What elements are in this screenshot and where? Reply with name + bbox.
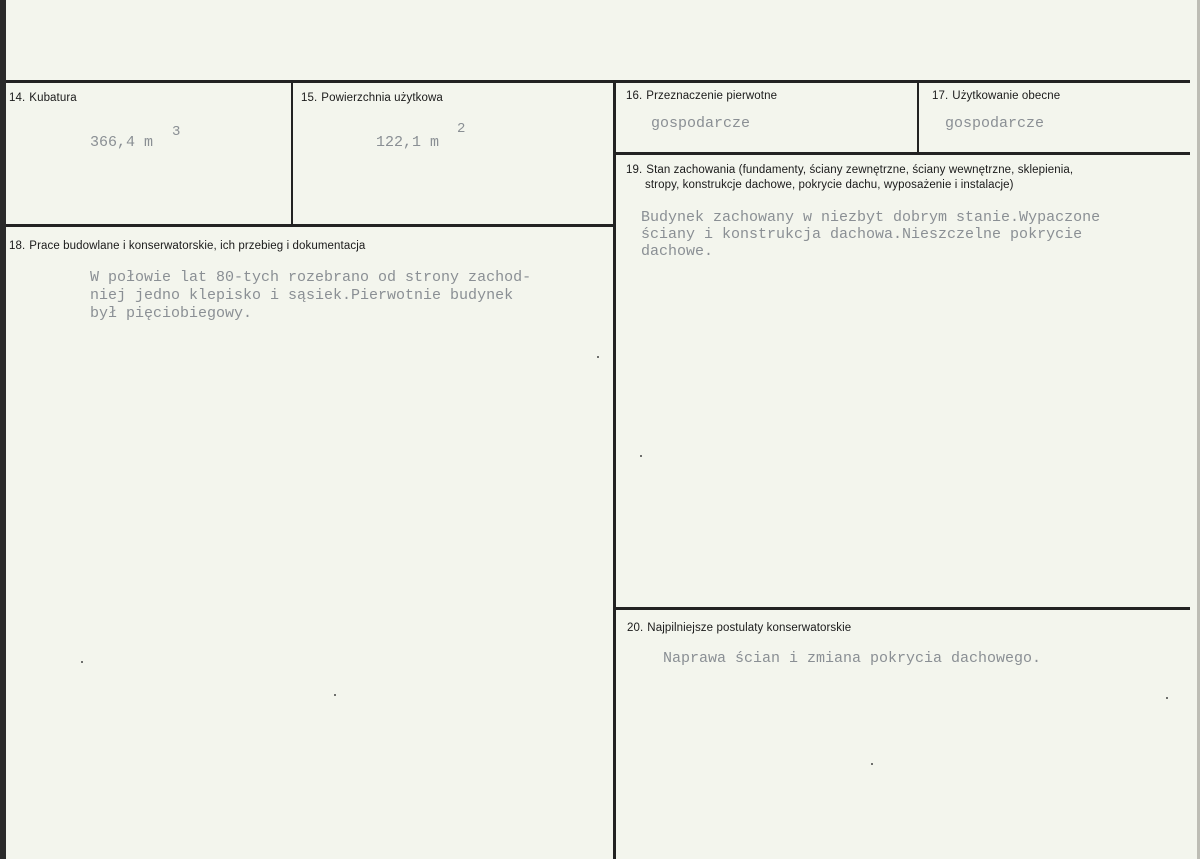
field-19-title-line1: Stan zachowania (fundamenty, ściany zewnętrzne, ściany wewnętrzne, sklepienia, (646, 164, 1074, 176)
field-17-label (932, 88, 1060, 105)
field-14-exponent: 3 (172, 124, 181, 140)
paper-speck (597, 356, 599, 358)
field-19-number: 19. (626, 164, 643, 176)
field-15-exponent: 2 (457, 121, 466, 137)
field-18-line-1: W połowie lat 80-tych rozebrano od strony zachod- (90, 269, 532, 286)
field-19-line-1: Budynek zachowany w niezbyt dobrym stanie.Wypaczone (641, 209, 1101, 226)
field-18-title: Prace budowlane i konserwatorskie, ich przebieg i dokumentacja (29, 240, 366, 252)
field-20-number: 20. (627, 622, 644, 634)
divider-16-17 (917, 81, 919, 153)
field-16-title: Przeznaczenie pierwotne (646, 90, 778, 102)
field-15-label (301, 90, 443, 107)
field-14-title: Kubatura (29, 92, 77, 104)
field-17-value: gospodarcze (945, 115, 1045, 132)
rule-under-14-15 (6, 224, 615, 227)
field-14-label (9, 90, 77, 107)
field-18-line-3: był pięciobiegowy. (90, 305, 253, 322)
paper-speck (1166, 697, 1168, 699)
paper-speck (81, 661, 83, 663)
field-17-number: 17. (932, 90, 949, 102)
field-20-value: Naprawa ścian i zmiana pokrycia dachowego. (663, 650, 1042, 667)
field-18-line-2: niej jedno klepisko i sąsiek.Pierwotnie budynek (90, 287, 514, 304)
top-rule (6, 80, 1190, 83)
field-16-value: gospodarcze (651, 115, 751, 132)
rule-above-20 (616, 607, 1190, 610)
center-divider (613, 80, 616, 859)
field-17-title: Użytkowanie obecne (952, 90, 1061, 102)
card-left-edge (0, 0, 6, 859)
paper-speck (871, 763, 873, 765)
field-15-title: Powierzchnia użytkowa (321, 92, 443, 104)
field-16-label (626, 88, 777, 105)
divider-14-15 (291, 81, 293, 226)
field-18-number: 18. (9, 240, 26, 252)
field-14-value: 366,4 m (90, 134, 154, 151)
field-20-title: Najpilniejsze postulaty konserwatorskie (647, 622, 852, 634)
field-19-label-line2: stropy, konstrukcje dachowe, pokrycie dachu, wyposażenie i instalacje) (645, 179, 1014, 191)
rule-under-16-17 (616, 152, 1190, 155)
paper-speck (334, 694, 336, 696)
field-18-label (9, 238, 365, 255)
field-19-line-2: ściany i konstrukcja dachowa.Nieszczelne pokrycie (641, 226, 1083, 243)
field-15-value: 122,1 m (376, 134, 440, 151)
field-14-number: 14. (9, 92, 26, 104)
field-20-label (627, 620, 851, 637)
paper-speck (640, 455, 642, 457)
field-15-number: 15. (301, 92, 318, 104)
field-16-number: 16. (626, 90, 643, 102)
field-19-line-3: dachowe. (641, 243, 714, 260)
